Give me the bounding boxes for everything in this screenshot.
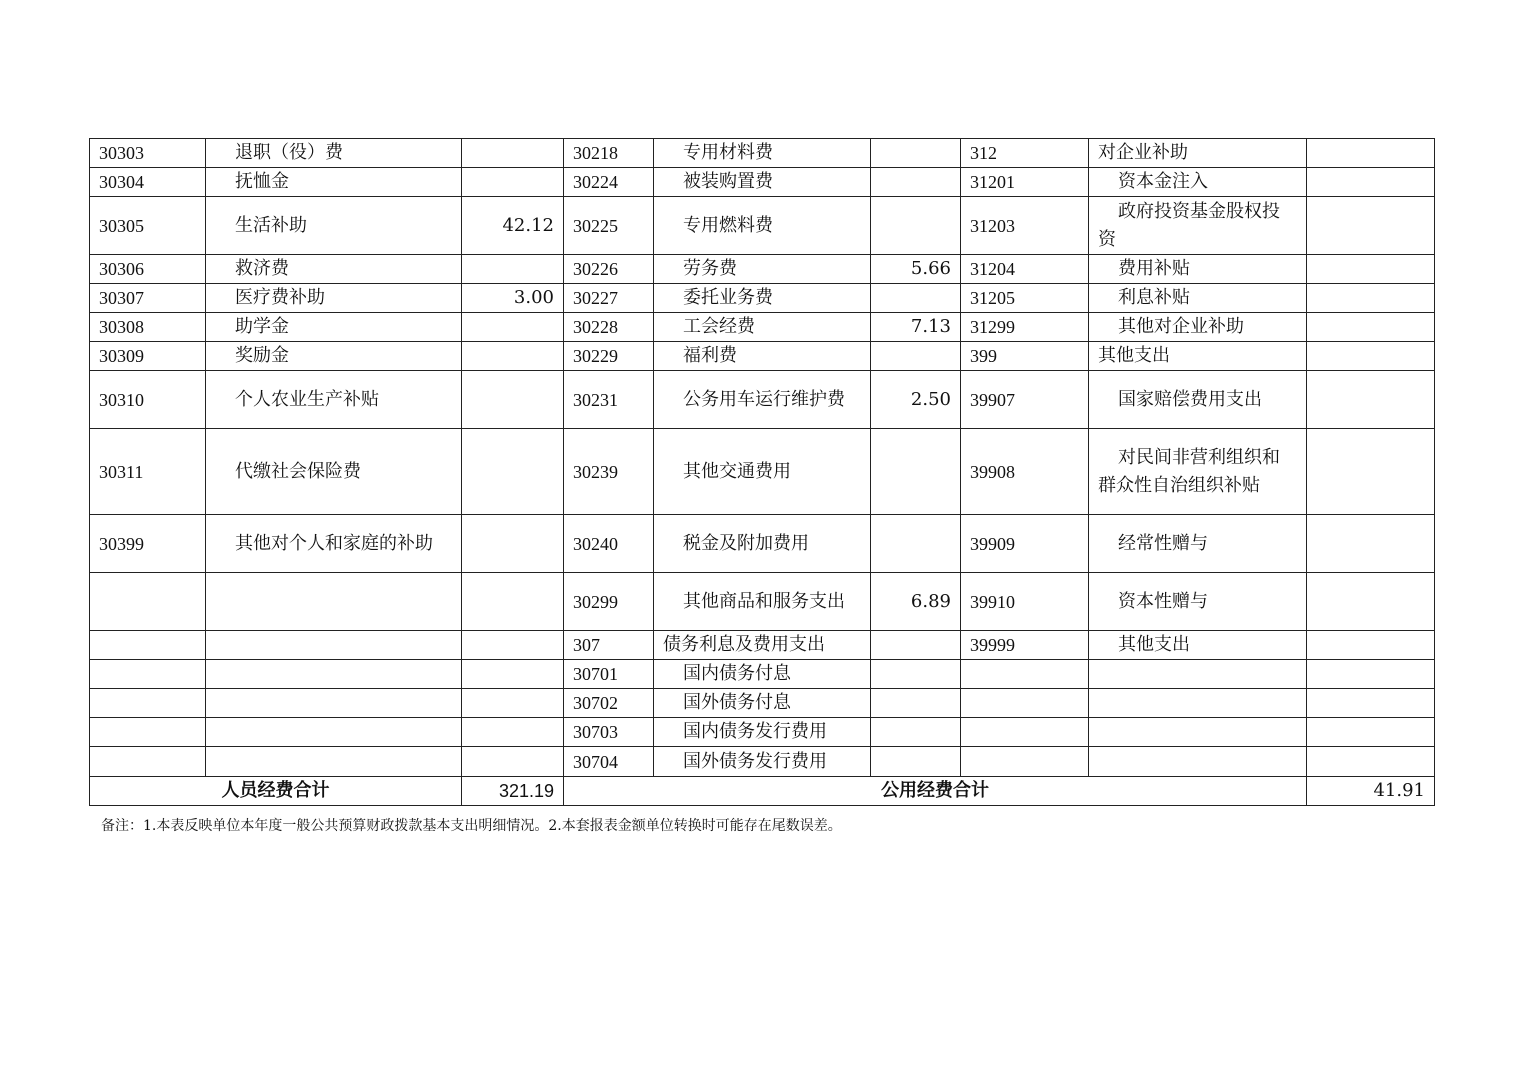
amount-cell (1307, 168, 1435, 197)
code-cell: 39909 (961, 515, 1089, 573)
amount-cell (1307, 689, 1435, 718)
code-cell: 31299 (961, 313, 1089, 342)
code-cell: 39910 (961, 573, 1089, 631)
code-cell: 30703 (564, 718, 654, 747)
table-body (90, 139, 1435, 777)
code-cell: 30226 (564, 255, 654, 284)
name-cell: 退职（役）费 (206, 139, 462, 168)
code-cell: 30308 (90, 313, 206, 342)
code-cell: 30227 (564, 284, 654, 313)
amount-cell (871, 197, 961, 255)
code-cell: 30399 (90, 515, 206, 573)
table-row (90, 342, 1435, 371)
code-cell: 30240 (564, 515, 654, 573)
amount-cell (1307, 747, 1435, 777)
amount-cell (462, 139, 564, 168)
table-row (90, 371, 1435, 429)
code-cell: 312 (961, 139, 1089, 168)
amount-cell: 5.66 (871, 255, 961, 284)
name-cell: 专用燃料费 (654, 197, 871, 255)
code-cell: 30702 (564, 689, 654, 718)
code-cell: 30303 (90, 139, 206, 168)
name-cell (206, 631, 462, 660)
name-cell: 经常性赠与 (1089, 515, 1307, 573)
name-cell (1089, 718, 1307, 747)
code-cell (90, 689, 206, 718)
amount-cell (871, 515, 961, 573)
code-cell: 39999 (961, 631, 1089, 660)
name-cell: 利息补贴 (1089, 284, 1307, 313)
personnel-total-value: 321.19 (462, 777, 564, 806)
table-row (90, 515, 1435, 573)
amount-cell (462, 429, 564, 515)
amount-cell (871, 747, 961, 777)
table-row (90, 718, 1435, 747)
name-cell: 其他支出 (1089, 342, 1307, 371)
name-cell: 医疗费补助 (206, 284, 462, 313)
code-cell (961, 660, 1089, 689)
code-cell (961, 747, 1089, 777)
amount-cell (1307, 255, 1435, 284)
name-cell: 资本金注入 (1089, 168, 1307, 197)
amount-cell: 3.00 (462, 284, 564, 313)
footnote: 备注：1.本表反映单位本年度一般公共预算财政拨款基本支出明细情况。2.本套报表金额单位转换时可能存在尾数误差。 (101, 818, 842, 834)
code-cell: 399 (961, 342, 1089, 371)
name-cell: 福利费 (654, 342, 871, 371)
amount-cell (1307, 573, 1435, 631)
name-cell (206, 689, 462, 718)
code-cell: 30299 (564, 573, 654, 631)
amount-cell (1307, 660, 1435, 689)
code-cell: 31204 (961, 255, 1089, 284)
name-cell: 国内债务发行费用 (654, 718, 871, 747)
name-cell: 其他对个人和家庭的补助 (206, 515, 462, 573)
amount-cell (871, 342, 961, 371)
public-total-label: 公用经费合计 (564, 777, 1307, 806)
table-row (90, 429, 1435, 515)
name-cell (1089, 689, 1307, 718)
name-cell: 债务利息及费用支出 (654, 631, 871, 660)
name-cell: 国外债务付息 (654, 689, 871, 718)
code-cell: 31203 (961, 197, 1089, 255)
amount-cell (462, 371, 564, 429)
table-row (90, 573, 1435, 631)
amount-cell (1307, 429, 1435, 515)
name-cell: 资本性赠与 (1089, 573, 1307, 631)
amount-cell (1307, 313, 1435, 342)
name-cell: 国家赔偿费用支出 (1089, 371, 1307, 429)
name-cell: 其他商品和服务支出 (654, 573, 871, 631)
amount-cell (1307, 515, 1435, 573)
amount-cell (1307, 284, 1435, 313)
name-cell: 奖励金 (206, 342, 462, 371)
personnel-total-label: 人员经费合计 (90, 777, 462, 806)
amount-cell (1307, 342, 1435, 371)
code-cell: 30309 (90, 342, 206, 371)
amount-cell (1307, 139, 1435, 168)
name-cell (206, 660, 462, 689)
code-cell: 30305 (90, 197, 206, 255)
name-cell: 被装购置费 (654, 168, 871, 197)
amount-cell: 2.50 (871, 371, 961, 429)
name-cell: 专用材料费 (654, 139, 871, 168)
name-cell: 对民间非营利组织和群众性自治组织补贴 (1089, 429, 1307, 515)
table-row (90, 168, 1435, 197)
code-cell: 30229 (564, 342, 654, 371)
amount-cell (462, 747, 564, 777)
code-cell: 30311 (90, 429, 206, 515)
amount-cell: 7.13 (871, 313, 961, 342)
name-cell: 国内债务付息 (654, 660, 871, 689)
name-cell (206, 573, 462, 631)
name-cell (1089, 660, 1307, 689)
code-cell: 307 (564, 631, 654, 660)
code-cell (90, 573, 206, 631)
amount-cell (871, 631, 961, 660)
amount-cell (1307, 718, 1435, 747)
code-cell: 39907 (961, 371, 1089, 429)
code-cell: 30228 (564, 313, 654, 342)
code-cell: 31201 (961, 168, 1089, 197)
table-row (90, 197, 1435, 255)
amount-cell (462, 313, 564, 342)
code-cell: 30304 (90, 168, 206, 197)
code-cell: 39908 (961, 429, 1089, 515)
name-cell (206, 747, 462, 777)
amount-cell (462, 168, 564, 197)
amount-cell (462, 573, 564, 631)
code-cell: 31205 (961, 284, 1089, 313)
totals-row (90, 777, 1435, 806)
code-cell: 30225 (564, 197, 654, 255)
name-cell: 政府投资基金股权投资 (1089, 197, 1307, 255)
amount-cell (1307, 197, 1435, 255)
code-cell (90, 660, 206, 689)
amount-cell: 6.89 (871, 573, 961, 631)
table-row (90, 313, 1435, 342)
name-cell: 税金及附加费用 (654, 515, 871, 573)
amount-cell (871, 689, 961, 718)
code-cell: 30704 (564, 747, 654, 777)
name-cell: 对企业补助 (1089, 139, 1307, 168)
code-cell: 30231 (564, 371, 654, 429)
amount-cell (462, 689, 564, 718)
code-cell: 30701 (564, 660, 654, 689)
code-cell: 30306 (90, 255, 206, 284)
code-cell: 30224 (564, 168, 654, 197)
code-cell: 30218 (564, 139, 654, 168)
table-row (90, 139, 1435, 168)
name-cell: 工会经费 (654, 313, 871, 342)
expenditure-detail-table (89, 138, 1435, 806)
name-cell (1089, 747, 1307, 777)
name-cell: 费用补贴 (1089, 255, 1307, 284)
table-row (90, 631, 1435, 660)
amount-cell (871, 660, 961, 689)
table-row (90, 660, 1435, 689)
code-cell (90, 631, 206, 660)
code-cell (961, 718, 1089, 747)
code-cell: 30307 (90, 284, 206, 313)
amount-cell (462, 660, 564, 689)
name-cell: 国外债务发行费用 (654, 747, 871, 777)
name-cell: 助学金 (206, 313, 462, 342)
code-cell (961, 689, 1089, 718)
code-cell (90, 747, 206, 777)
amount-cell (871, 718, 961, 747)
table-row (90, 689, 1435, 718)
code-cell: 30310 (90, 371, 206, 429)
amount-cell (462, 342, 564, 371)
amount-cell: 42.12 (462, 197, 564, 255)
amount-cell (871, 139, 961, 168)
table-row (90, 284, 1435, 313)
amount-cell (1307, 631, 1435, 660)
table-row (90, 747, 1435, 777)
name-cell: 个人农业生产补贴 (206, 371, 462, 429)
name-cell: 生活补助 (206, 197, 462, 255)
amount-cell (462, 255, 564, 284)
name-cell: 公务用车运行维护费 (654, 371, 871, 429)
amount-cell (1307, 371, 1435, 429)
name-cell: 救济费 (206, 255, 462, 284)
name-cell: 其他交通费用 (654, 429, 871, 515)
amount-cell (871, 284, 961, 313)
name-cell: 其他对企业补助 (1089, 313, 1307, 342)
amount-cell (871, 168, 961, 197)
amount-cell (462, 631, 564, 660)
amount-cell (462, 515, 564, 573)
name-cell: 抚恤金 (206, 168, 462, 197)
public-total-value: 41.91 (1307, 777, 1435, 806)
code-cell: 30239 (564, 429, 654, 515)
amount-cell (871, 429, 961, 515)
amount-cell (462, 718, 564, 747)
name-cell: 其他支出 (1089, 631, 1307, 660)
name-cell: 代缴社会保险费 (206, 429, 462, 515)
code-cell (90, 718, 206, 747)
name-cell: 委托业务费 (654, 284, 871, 313)
name-cell (206, 718, 462, 747)
table-row (90, 255, 1435, 284)
name-cell: 劳务费 (654, 255, 871, 284)
